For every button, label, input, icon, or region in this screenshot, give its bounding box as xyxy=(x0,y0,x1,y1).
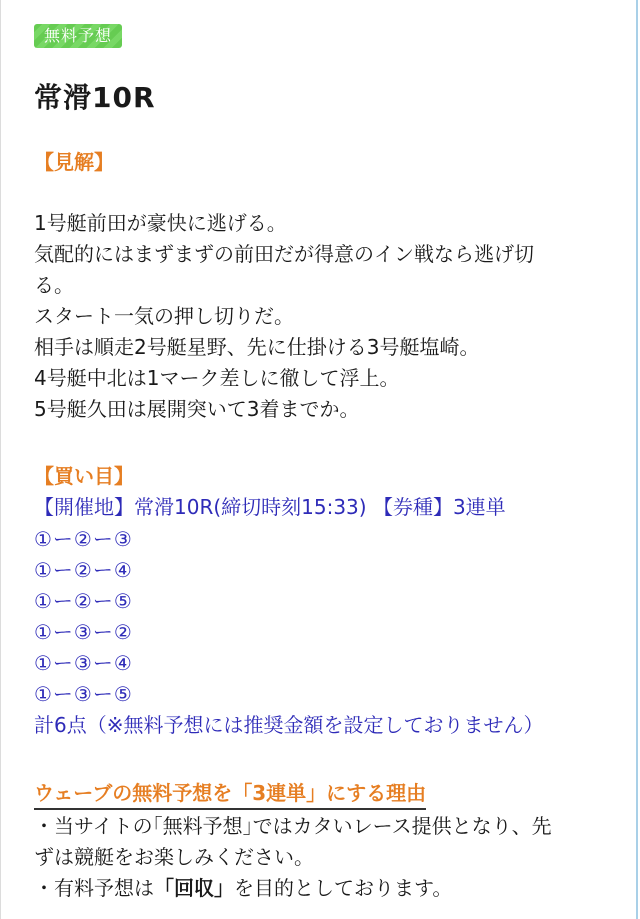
reason-line: ・当サイトの｢無料予想｣ではカタいレース提供となり、先 xyxy=(34,814,552,838)
reason-line-prefix: ・有料予想は xyxy=(34,876,154,900)
view-line: 5号艇久田は展開突いて3着までか。 xyxy=(34,397,360,421)
reason-line xyxy=(34,873,552,904)
bet-combination: ①ー③ー② xyxy=(34,620,133,644)
view-line: る。 xyxy=(34,273,74,297)
bet-combination: ①ー③ー④ xyxy=(34,651,133,675)
bet-combination: ①ー③ー⑤ xyxy=(34,682,133,706)
view-line: スタート一気の押し切りだ。 xyxy=(34,304,294,328)
race-title: 常滑10R xyxy=(34,81,156,114)
view-heading: 【見解】 xyxy=(34,150,114,174)
bet-combinations xyxy=(34,524,133,710)
view-text xyxy=(34,208,534,425)
bet-total: 計6点（※無料予想には推奨金額を設定しておりません） xyxy=(34,713,544,737)
view-line: 相手は順走2号艇星野、先に仕掛ける3号艇塩崎。 xyxy=(34,335,480,359)
reason-line-emphasis: 「回収」 xyxy=(154,876,234,900)
buy-heading: 【買い目】 xyxy=(34,464,134,488)
bet-combination: ①ー②ー⑤ xyxy=(34,589,133,613)
view-line: 気配的にはまずまずの前田だが得意のイン戦なら逃げ切 xyxy=(34,242,534,266)
reason-line: ずは競艇をお楽しみください。 xyxy=(34,845,314,869)
free-prediction-badge: 無料予想 xyxy=(34,24,122,48)
bet-combination: ①ー②ー④ xyxy=(34,558,133,582)
bet-combination: ①ー②ー③ xyxy=(34,527,133,551)
view-line: 1号艇前田が豪快に逃げる。 xyxy=(34,211,287,235)
reason-text xyxy=(34,811,552,904)
reason-heading: ウェーブの無料予想を「3連単」にする理由 xyxy=(34,777,426,810)
view-line: 4号艇中北は1マーク差しに徹して浮上。 xyxy=(34,366,400,390)
venue-line: 【開催地】常滑10R(締切時刻15:33) 【券種】3連単 xyxy=(34,495,506,519)
reason-line-suffix: を目的としております。 xyxy=(234,876,453,900)
